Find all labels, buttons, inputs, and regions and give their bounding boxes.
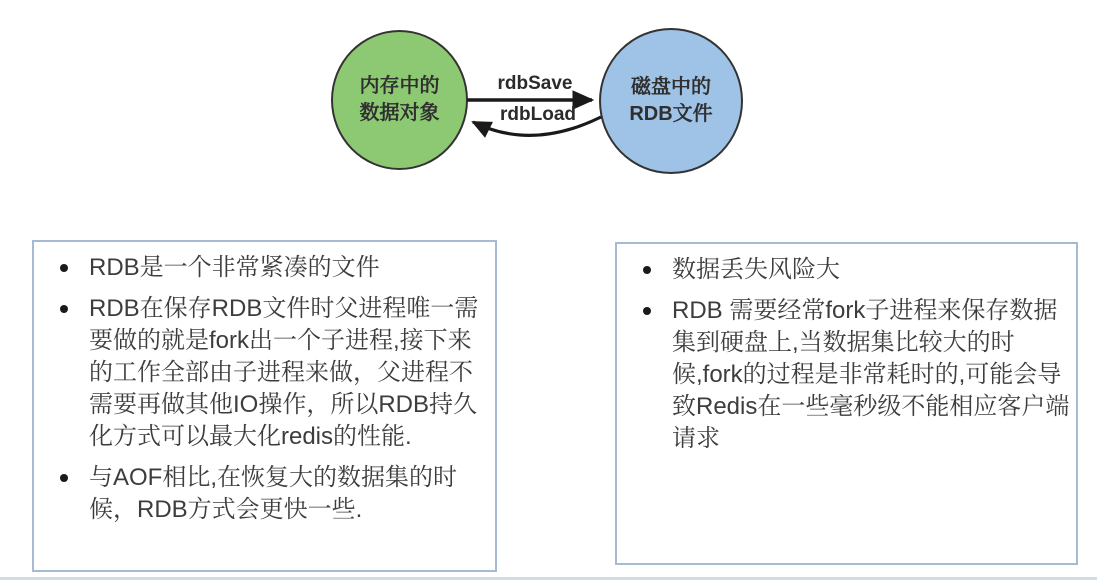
list-item: RDB在保存RDB文件时父进程唯一需要做的就是fork出一个子进程,接下来的工作全部由子进程来做，父进程不需要再做其他IO操作，所以RDB持久化方式可以最大化redis的性能. xyxy=(34,293,489,453)
list-item: 与AOF相比,在恢复大的数据集的时候，RDB方式会更快一些. xyxy=(34,462,489,526)
rdb-disadvantages-box xyxy=(615,242,1078,565)
disk-node-label-line2: RDB文件 xyxy=(629,103,713,125)
rdb-advantages-list xyxy=(34,252,489,526)
rdbload-arrow-label: rdbLoad xyxy=(500,104,576,125)
memory-data-node xyxy=(331,30,468,170)
list-item: 数据丢失风险大 xyxy=(617,254,1070,286)
disk-node-label-line1: 磁盘中的 xyxy=(631,76,711,98)
memory-node-label-line1: 内存中的 xyxy=(359,75,440,97)
disk-rdb-file-node xyxy=(599,28,743,174)
memory-node-label-line2: 数据对象 xyxy=(359,102,440,124)
rdb-disadvantages-list xyxy=(617,254,1070,455)
rdb-advantages-box xyxy=(32,240,497,572)
list-item: RDB是一个非常紧凑的文件 xyxy=(34,252,489,284)
list-item: RDB 需要经常fork子进程来保存数据集到硬盘上,当数据集比较大的时候,fork的过程是非常耗时的,可能会导致Redis在一些毫秒级不能相应客户端请求 xyxy=(617,295,1070,455)
rdbsave-arrow-label: rdbSave xyxy=(497,73,573,94)
bottom-divider xyxy=(0,577,1097,580)
